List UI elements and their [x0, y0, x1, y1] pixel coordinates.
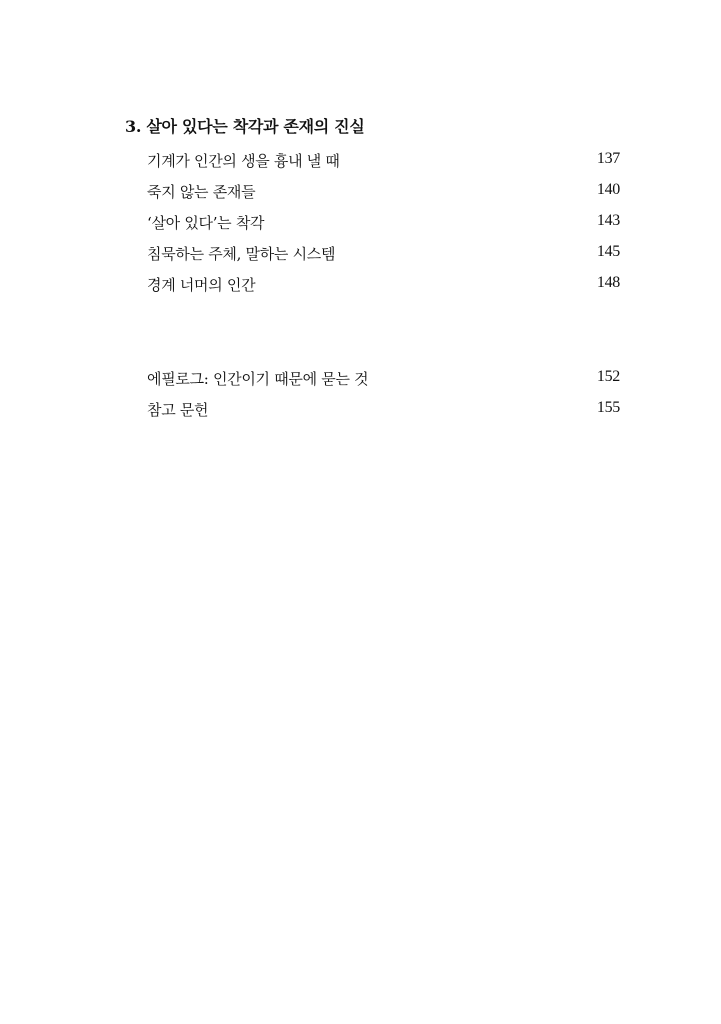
toc-entry-page-number: 155	[596, 399, 620, 416]
toc-entry-page-number: 143	[596, 212, 620, 229]
toc-entry[interactable]	[147, 241, 620, 272]
toc-entry-label: 에필로그: 인간이기 때문에 묻는 것	[147, 370, 369, 388]
toc-entry-label: 기계가 인간의 생을 흉내 낼 때	[147, 152, 340, 170]
toc-entry-label: ‘살아 있다’는 착각	[147, 214, 265, 232]
toc-entry-label: 죽지 않는 존재들	[147, 183, 256, 201]
toc-entry-page-number: 145	[596, 243, 620, 260]
toc-entry-references[interactable]	[147, 397, 620, 428]
toc-entry-page-number: 152	[596, 368, 620, 385]
toc-entry-page-number: 137	[596, 150, 620, 167]
toc-entry-epilogue[interactable]	[147, 366, 620, 397]
toc-entry-page-number: 148	[596, 274, 620, 291]
back-matter-toc-list	[147, 366, 620, 428]
toc-entry-label: 침묵하는 주체, 말하는 시스템	[147, 245, 336, 263]
toc-entry[interactable]	[147, 272, 620, 303]
chapter-title: 3. 살아 있다는 착각과 존재의 진실	[125, 117, 365, 136]
toc-entry-label: 경계 너머의 인간	[147, 276, 256, 294]
toc-entry[interactable]	[147, 179, 620, 210]
chapter-toc-list	[147, 148, 620, 303]
toc-entry-page-number: 140	[596, 181, 620, 198]
toc-entry-label: 참고 문헌	[147, 401, 209, 419]
toc-entry[interactable]	[147, 210, 620, 241]
toc-entry[interactable]	[147, 148, 620, 179]
